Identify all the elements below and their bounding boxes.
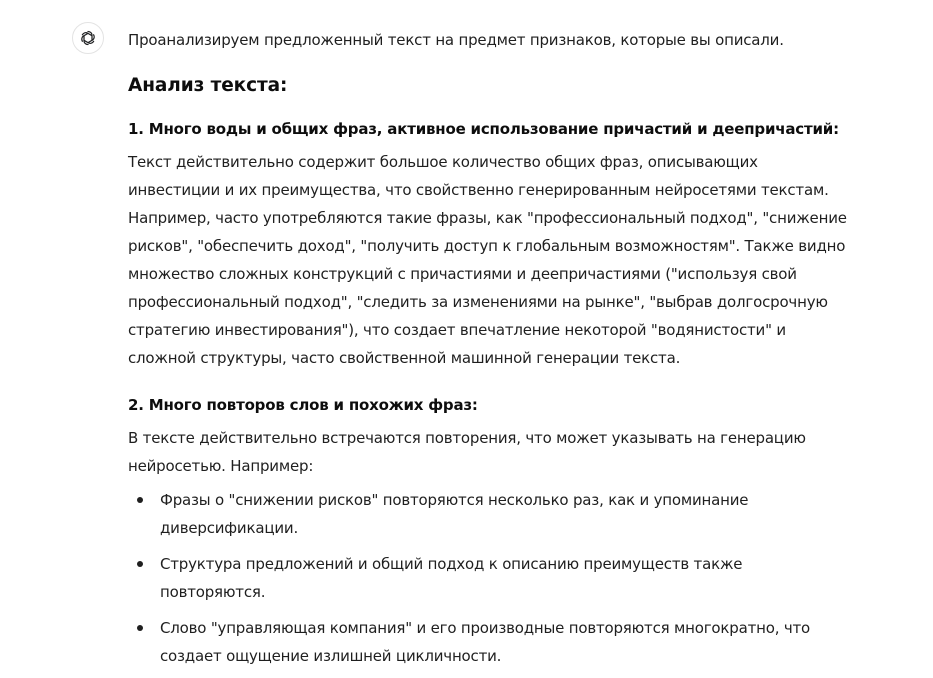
section-1-title: 1. Много воды и общих фраз, активное использование причастий и деепричастий:	[128, 120, 839, 138]
section-1-text: Текст действительно содержит большое количество общих фраз, описывающих инвестиции и их преимущества, что свойственно генерированным нейросетями текстам. Например, часто употребляются такие фразы, как "профессиональный подход", "снижение рисков", "обеспечить доход", "получить доступ к глобальным возможностям". Также видно множество сложных конструкций с причастиями и деепричастиями ("используя свой профессиональный подход", "следить за изменениями на рынке", "выбрав долгосрочную стратегию инвестирования"), что создает впечатление некоторой "водянистости" и сложной структуры, часто свойственной машинной генерации текста.	[128, 153, 847, 367]
bullet-dot-icon	[137, 497, 143, 503]
bullet-dot-icon	[137, 561, 143, 567]
list-item-text: Слово "управляющая компания" и его производные повторяются многократно, что создает ощущение излишней цикличности.	[160, 619, 811, 665]
list-item	[128, 614, 848, 670]
list-item-text: Фразы о "снижении рисков" повторяются несколько раз, как и упоминание диверсификации.	[160, 491, 749, 537]
section-2-text: В тексте действительно встречаются повторения, что может указывать на генерацию нейросетью. Например:	[128, 429, 806, 475]
assistant-avatar	[72, 22, 104, 54]
analysis-heading: Анализ текста:	[128, 75, 288, 96]
section-2-title: 2. Много повторов слов и похожих фраз:	[128, 396, 478, 414]
list-item	[128, 486, 848, 542]
list-item-text: Структура предложений и общий подход к описанию преимуществ также повторяются.	[160, 555, 743, 601]
list-item	[128, 550, 848, 606]
repetition-list	[128, 486, 848, 670]
openai-logo-icon	[78, 28, 98, 48]
assistant-message	[128, 27, 848, 678]
message-intro: Проанализируем предложенный текст на предмет признаков, которые вы описали.	[128, 31, 784, 49]
bullet-dot-icon	[137, 625, 143, 631]
